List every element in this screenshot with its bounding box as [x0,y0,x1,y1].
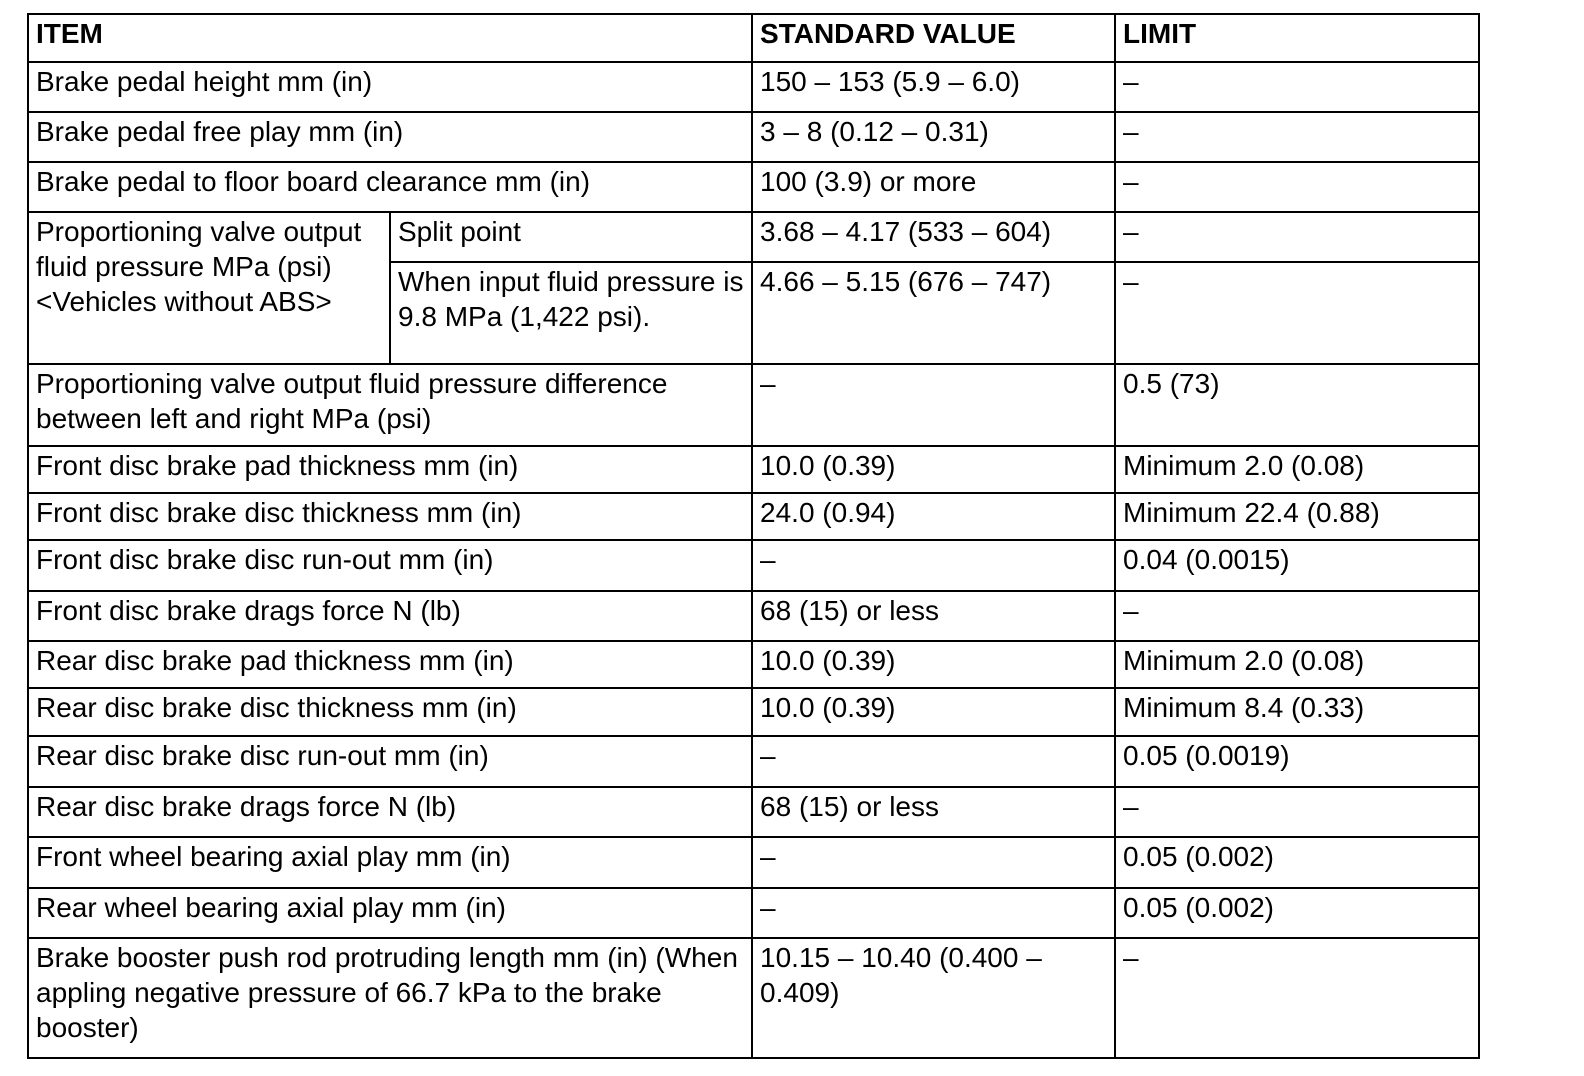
table-row [28,641,1479,688]
table-row [28,688,1479,736]
table-row [28,938,1479,1058]
limit-cell: Minimum 2.0 (0.08) [1115,446,1479,493]
table-row [28,888,1479,938]
item-cell: Front wheel bearing axial play mm (in) [28,837,752,888]
standard-value-cell: 24.0 (0.94) [752,493,1115,540]
table-row [28,62,1479,112]
standard-value-cell: 10.15 – 10.40 (0.400 – 0.409) [752,938,1115,1058]
limit-cell: – [1115,212,1479,262]
standard-value-cell: 68 (15) or less [752,591,1115,641]
standard-value-cell: – [752,837,1115,888]
limit-cell: – [1115,938,1479,1058]
item-cell: Rear wheel bearing axial play mm (in) [28,888,752,938]
limit-cell: Minimum 22.4 (0.88) [1115,493,1479,540]
item-cell: Brake pedal height mm (in) [28,62,752,112]
item-cell: Front disc brake drags force N (lb) [28,591,752,641]
table-row [28,112,1479,162]
item-cell: Rear disc brake drags force N (lb) [28,787,752,837]
item-cell: Front disc brake disc run-out mm (in) [28,540,752,591]
standard-value-cell: 10.0 (0.39) [752,688,1115,736]
proportioning-item-cell: Proportioning valve output fluid pressure MPa (psi) <Vehicles without ABS> [28,212,390,364]
table-row [28,162,1479,212]
header-standard-value: STANDARD VALUE [752,14,1115,62]
header-row [28,14,1479,62]
specification-table [27,13,1480,1059]
standard-value-cell: 10.0 (0.39) [752,641,1115,688]
limit-cell: Minimum 2.0 (0.08) [1115,641,1479,688]
item-cell: Rear disc brake disc thickness mm (in) [28,688,752,736]
item-cell: Proportioning valve output fluid pressure difference between left and right MPa (psi) [28,364,752,446]
table-row [28,493,1479,540]
limit-cell: – [1115,591,1479,641]
standard-value-cell: 3 – 8 (0.12 – 0.31) [752,112,1115,162]
standard-value-cell: 3.68 – 4.17 (533 – 604) [752,212,1115,262]
standard-value-cell: – [752,540,1115,591]
limit-cell: 0.05 (0.002) [1115,837,1479,888]
item-cell: Front disc brake pad thickness mm (in) [28,446,752,493]
table-row [28,787,1479,837]
limit-cell: 0.04 (0.0015) [1115,540,1479,591]
limit-cell: – [1115,262,1479,364]
item-cell: Brake pedal free play mm (in) [28,112,752,162]
table-row [28,837,1479,888]
header-limit: LIMIT [1115,14,1479,62]
table-row [28,364,1479,446]
standard-value-cell: – [752,736,1115,787]
table-row [28,540,1479,591]
standard-value-cell: – [752,888,1115,938]
limit-cell: – [1115,112,1479,162]
limit-cell: – [1115,787,1479,837]
limit-cell: Minimum 8.4 (0.33) [1115,688,1479,736]
limit-cell: 0.05 (0.0019) [1115,736,1479,787]
sub-item-cell: Split point [390,212,752,262]
sub-item-cell: When input fluid pressure is 9.8 MPa (1,422 psi). [390,262,752,364]
item-cell: Rear disc brake pad thickness mm (in) [28,641,752,688]
standard-value-cell: 10.0 (0.39) [752,446,1115,493]
table-row [28,591,1479,641]
table-row [28,212,1479,262]
item-cell: Front disc brake disc thickness mm (in) [28,493,752,540]
table-row [28,736,1479,787]
item-cell: Brake pedal to floor board clearance mm (in) [28,162,752,212]
limit-cell: 0.5 (73) [1115,364,1479,446]
standard-value-cell: 150 – 153 (5.9 – 6.0) [752,62,1115,112]
standard-value-cell: 4.66 – 5.15 (676 – 747) [752,262,1115,364]
header-item: ITEM [28,14,752,62]
item-cell: Brake booster push rod protruding length mm (in) (When appling negative pressure of 66.7 kPa to the brake booster) [28,938,752,1058]
standard-value-cell: – [752,364,1115,446]
standard-value-cell: 68 (15) or less [752,787,1115,837]
limit-cell: – [1115,62,1479,112]
table-row [28,446,1479,493]
standard-value-cell: 100 (3.9) or more [752,162,1115,212]
limit-cell: 0.05 (0.002) [1115,888,1479,938]
item-cell: Rear disc brake disc run-out mm (in) [28,736,752,787]
limit-cell: – [1115,162,1479,212]
